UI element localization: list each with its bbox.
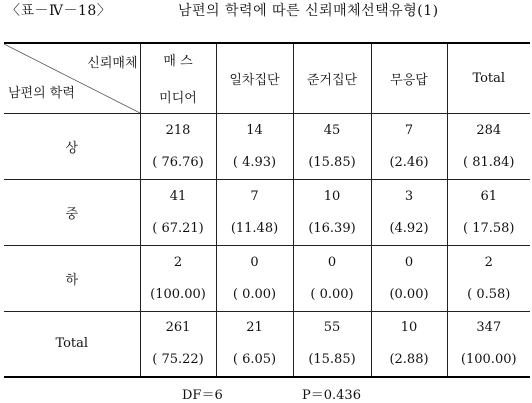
data-cell — [293, 113, 371, 179]
data-cell — [293, 311, 371, 377]
p-value: P＝0.436 — [302, 388, 361, 403]
count-value: 7 — [404, 122, 414, 138]
row-header: 중 — [4, 179, 140, 245]
col-header-reference-group — [293, 43, 371, 113]
count-value: 14 — [246, 122, 263, 138]
data-cell — [447, 245, 530, 311]
percent-value: (0.00) — [389, 286, 429, 302]
percent-value: ( 75.22) — [152, 352, 204, 368]
count-value: 21 — [246, 320, 263, 336]
data-cell — [216, 311, 293, 377]
count-value: 10 — [323, 188, 341, 204]
percent-value: ( 67.21) — [152, 220, 204, 236]
count-value: 41 — [169, 188, 187, 204]
data-cell — [447, 311, 530, 377]
col-header-mass-media-line1: 매 스 — [163, 54, 193, 70]
data-cell — [140, 179, 216, 245]
table-row — [4, 113, 530, 179]
row-header: 하 — [4, 245, 140, 311]
percent-value: (2.88) — [389, 352, 429, 368]
percent-value: ( 17.58) — [463, 220, 515, 236]
percent-value: (100.00) — [460, 352, 517, 368]
col-header-total — [447, 43, 530, 113]
count-value: 10 — [400, 320, 418, 336]
count-value: 2 — [484, 254, 493, 270]
count-value: 2 — [173, 254, 183, 270]
percent-value: (2.46) — [389, 154, 429, 170]
percent-value: (16.39) — [308, 220, 356, 236]
degrees-of-freedom: DF＝6 — [182, 388, 223, 403]
data-cell — [140, 311, 216, 377]
corner-row-label: 남편의 학력 — [8, 85, 75, 101]
row-header: 상 — [4, 113, 140, 179]
percent-value: (15.85) — [308, 352, 356, 368]
percent-value: (15.85) — [308, 154, 356, 170]
count-value: 261 — [165, 320, 191, 336]
count-value: 347 — [476, 320, 502, 336]
count-value: 218 — [165, 122, 191, 138]
table-row-total — [4, 311, 530, 377]
percent-value: ( 0.58) — [467, 286, 511, 302]
percent-value: ( 0.00) — [310, 286, 354, 302]
table-row — [4, 245, 530, 311]
data-cell — [447, 179, 530, 245]
percent-value: (100.00) — [150, 286, 206, 302]
col-header-mass-media-line2: 미디어 — [159, 91, 197, 107]
col-header-primary-group-label: 일차집단 — [229, 72, 280, 88]
percent-value: ( 81.84) — [463, 154, 515, 170]
count-value: 55 — [323, 320, 341, 336]
corner-cell — [4, 43, 140, 113]
count-value: 3 — [404, 188, 414, 204]
percent-value: ( 0.00) — [232, 286, 277, 302]
header-row — [4, 43, 530, 113]
percent-value: (4.92) — [389, 220, 429, 236]
percent-value: (11.48) — [230, 220, 279, 236]
col-header-primary-group — [216, 43, 293, 113]
count-value: 0 — [327, 254, 337, 270]
data-cell — [216, 179, 293, 245]
row-header: Total — [4, 311, 140, 377]
data-cell — [371, 311, 447, 377]
data-cell — [140, 113, 216, 179]
table-title: 남편의 학력에 따른 신뢰매체선택유형(1) — [178, 3, 439, 19]
data-cell — [447, 113, 530, 179]
col-header-no-response-label: 무응답 — [390, 72, 428, 88]
percent-value: ( 6.05) — [232, 352, 277, 368]
count-value: 0 — [250, 254, 259, 270]
data-cell — [371, 245, 447, 311]
count-value: 284 — [476, 122, 502, 138]
col-header-no-response — [371, 43, 447, 113]
data-cell — [293, 245, 371, 311]
col-header-total-label: Total — [472, 70, 506, 86]
data-cell — [140, 245, 216, 311]
data-cell — [371, 113, 447, 179]
count-value: 61 — [480, 188, 498, 204]
corner-column-label: 신뢰매체 — [87, 56, 138, 71]
percent-value: ( 4.93) — [232, 154, 277, 170]
data-cell — [216, 113, 293, 179]
table-row — [4, 179, 530, 245]
data-cell — [371, 179, 447, 245]
count-value: 45 — [323, 122, 341, 138]
table-number-label: 〈표－Ⅳ－18〉 — [6, 3, 112, 19]
col-header-mass-media — [140, 43, 216, 113]
count-value: 0 — [404, 254, 414, 270]
col-header-reference-group-label: 준거집단 — [306, 72, 358, 88]
cross-tab-table — [4, 42, 530, 378]
data-cell — [216, 245, 293, 311]
data-cell — [293, 179, 371, 245]
count-value: 7 — [250, 188, 259, 204]
percent-value: ( 76.76) — [152, 154, 204, 170]
